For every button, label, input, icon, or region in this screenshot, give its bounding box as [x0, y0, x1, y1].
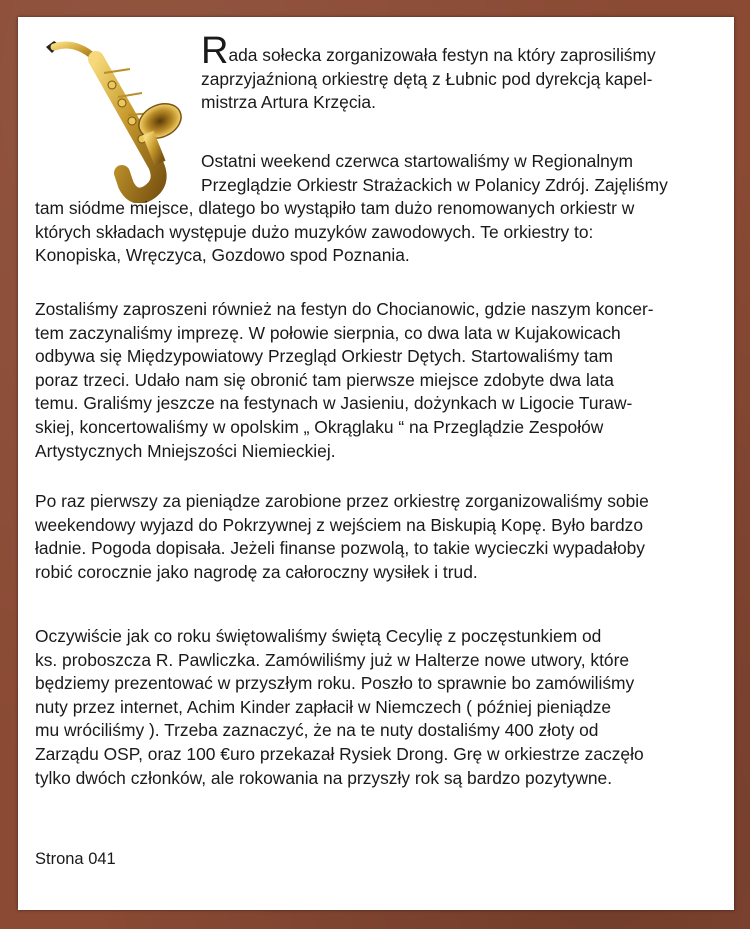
text-line: weekendowy wyjazd do Pokrzywnej z wejściem na Biskupią Kopę. Było bardzo: [35, 514, 644, 535]
text-line: ks. proboszcza R. Pawliczka. Zamówiliśmy już w Halterze nowe utwory, które: [35, 649, 630, 670]
paragraph-trip: [35, 490, 725, 584]
paragraph-competition: [35, 150, 725, 268]
text-line: robić corocznie jako nagrodę za całoroczny wysiłek i trud.: [35, 561, 478, 582]
text-line: Ostatni weekend czerwca startowaliśmy w Regionalnym: [201, 151, 634, 171]
text-line: Przeglądzie Orkiestr Strażackich w Polanicy Zdrój. Zajęliśmy: [201, 174, 668, 195]
text-line: temu. Graliśmy jeszcze na festynach w Jasieniu, dożynkach w Ligocie Turaw-: [35, 393, 633, 414]
text-line: ładnie. Pogoda dopisała. Jeżeli finanse pozwolą, to takie wycieczki wypadałoby: [35, 538, 645, 559]
text-line: mistrza Artura Krzęcia.: [201, 92, 376, 113]
text-line: mu wróciliśmy ). Trzeba zaznaczyć, że na te nuty dostaliśmy 400 złoty od: [35, 720, 599, 741]
paragraph-festivals: [35, 298, 725, 463]
text-line: nuty przez internet, Achim Kinder zapłacił w Niemczech ( później pieniądze: [35, 696, 612, 717]
page-number: Strona 041: [35, 850, 116, 868]
text-line: których składach występuje dużo muzyków zawodowych. Te orkiestry to:: [35, 221, 594, 242]
text-line: Zostaliśmy zaproszeni również na festyn do Chocianowic, gdzie naszym koncer-: [35, 299, 654, 319]
paragraph-cecilia: [35, 625, 725, 790]
drop-cap: R: [201, 30, 229, 72]
text-line: tylko dwóch członków, ale rokowania na przyszły rok są bardzo pozytywne.: [35, 767, 613, 788]
paragraph-intro: [201, 30, 721, 115]
text-line: skiej, koncertowaliśmy w opolskim „ Okrąglaku “ na Przeglądzie Zespołów: [35, 416, 604, 437]
text-line: Artystycznych Mniejszości Niemieckiej.: [35, 440, 336, 461]
text-line: Konopiska, Wręczyca, Gozdowo spod Poznania.: [35, 245, 410, 266]
text-line: poraz trzeci. Udało nam się obronić tam pierwsze miejsce zdobyte dwa lata: [35, 369, 614, 390]
text-line: będziemy prezentować w przyszłym roku. Poszło to sprawnie bo zamówiliśmy: [35, 673, 635, 694]
text-line: Zarządu OSP, oraz 100 €uro przekazał Rysiek Drong. Grę w orkiestrze zaczęło: [35, 743, 644, 764]
text-line: odbywa się Międzypowiatowy Przegląd Orkiestr Dętych. Startowaliśmy tam: [35, 346, 613, 367]
text-line: ada sołecka zorganizowała festyn na który zaprosiliśmy: [228, 45, 656, 65]
text-line: Oczywiście jak co roku świętowaliśmy świętą Cecylię z poczęstunkiem od: [35, 626, 602, 646]
text-line: tam siódme miejsce, dlatego bo wystąpiło tam dużo renomowanych orkiestr w: [35, 198, 635, 219]
text-line: Po raz pierwszy za pieniądze zarobione przez orkiestrę zorganizowaliśmy sobie: [35, 491, 649, 511]
text-line: tem zaczynaliśmy imprezę. W połowie sierpnia, co dwa lata w Kujakowicach: [35, 322, 621, 343]
text-line: zaprzyjaźnioną orkiestrę dętą z Łubnic pod dyrekcją kapel-: [201, 68, 653, 89]
page-sheet: [18, 17, 734, 910]
